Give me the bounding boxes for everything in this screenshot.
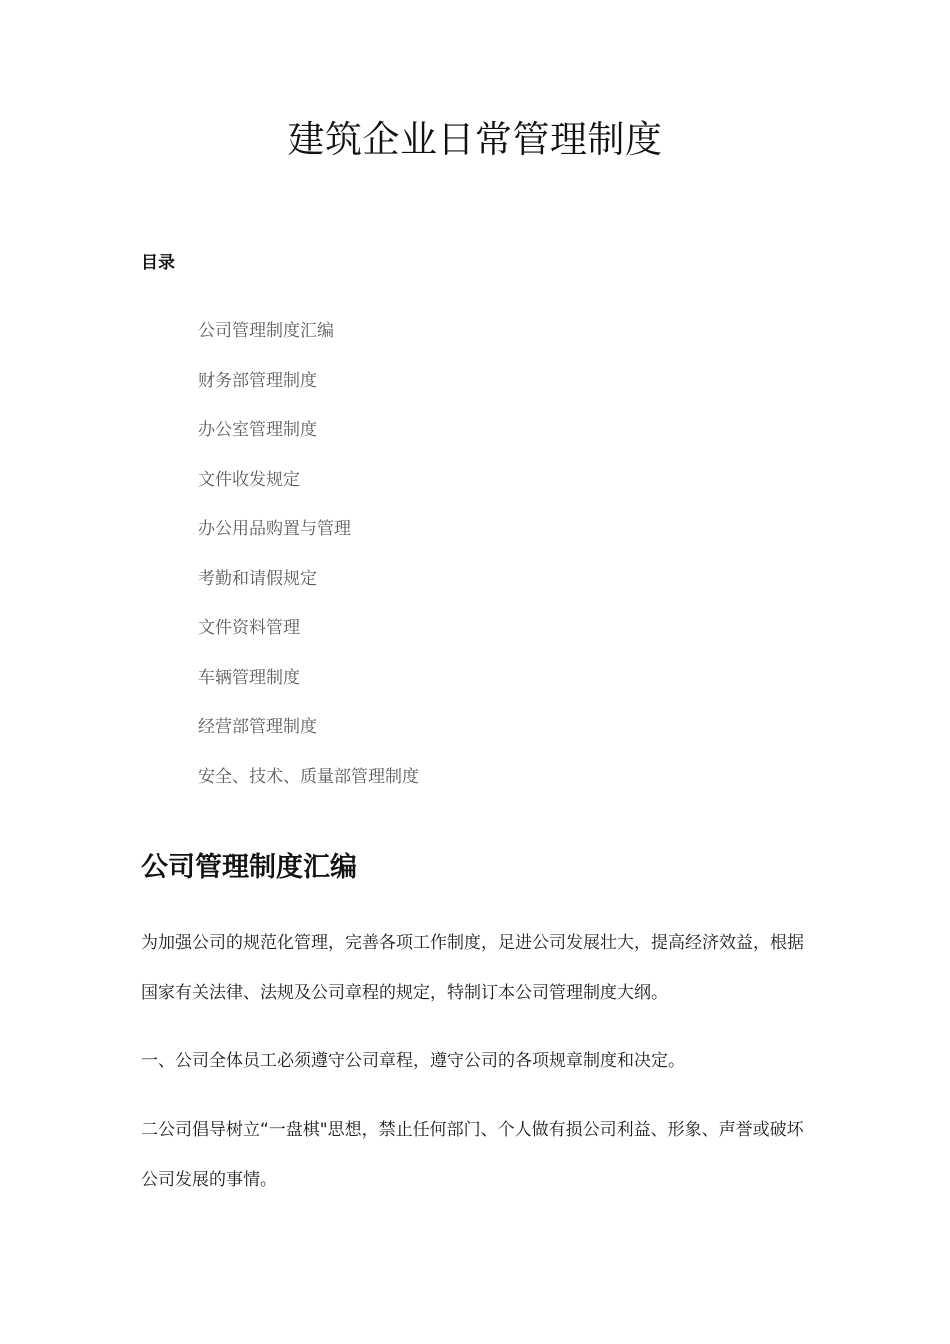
body-paragraph: 为加强公司的规范化管理，完善各项工作制度，足进公司发展壮大，提高经济效益，根据国家有关法律、法规及公司章程的规定，特制订本公司管理制度大纲。 bbox=[141, 933, 804, 1003]
section-heading: 公司管理制度汇编 bbox=[141, 852, 357, 883]
toc-item[interactable]: 文件资料管理 bbox=[198, 618, 300, 638]
toc-item[interactable]: 文件收发规定 bbox=[198, 469, 300, 490]
body-paragraph: 二公司倡导树立“一盘棋"思想，禁止任何部门、个人做有损公司利益、形象、声誉或破坏公司发展的事情。 bbox=[141, 1120, 804, 1190]
toc-item[interactable]: 办公用品购置与管理 bbox=[198, 519, 351, 539]
body-paragraph: 一、公司全体员工必须遵守公司章程，遵守公司的各项规章制度和决定。 bbox=[141, 1051, 685, 1071]
toc-heading: 目录 bbox=[141, 253, 175, 273]
toc-item[interactable]: 公司管理制度汇编 bbox=[198, 321, 334, 341]
toc-item[interactable]: 考勤和请假规定 bbox=[198, 568, 317, 589]
toc-item[interactable]: 财务部管理制度 bbox=[198, 370, 317, 391]
toc-item[interactable]: 办公室管理制度 bbox=[198, 420, 317, 440]
toc-item[interactable]: 安全、技术、质量部管理制度 bbox=[198, 766, 419, 787]
toc-item[interactable]: 车辆管理制度 bbox=[198, 667, 300, 688]
table-of-contents bbox=[198, 318, 419, 813]
toc-item[interactable]: 经营部管理制度 bbox=[198, 717, 317, 737]
document-title: 建筑企业日常管理制度 bbox=[287, 118, 663, 161]
